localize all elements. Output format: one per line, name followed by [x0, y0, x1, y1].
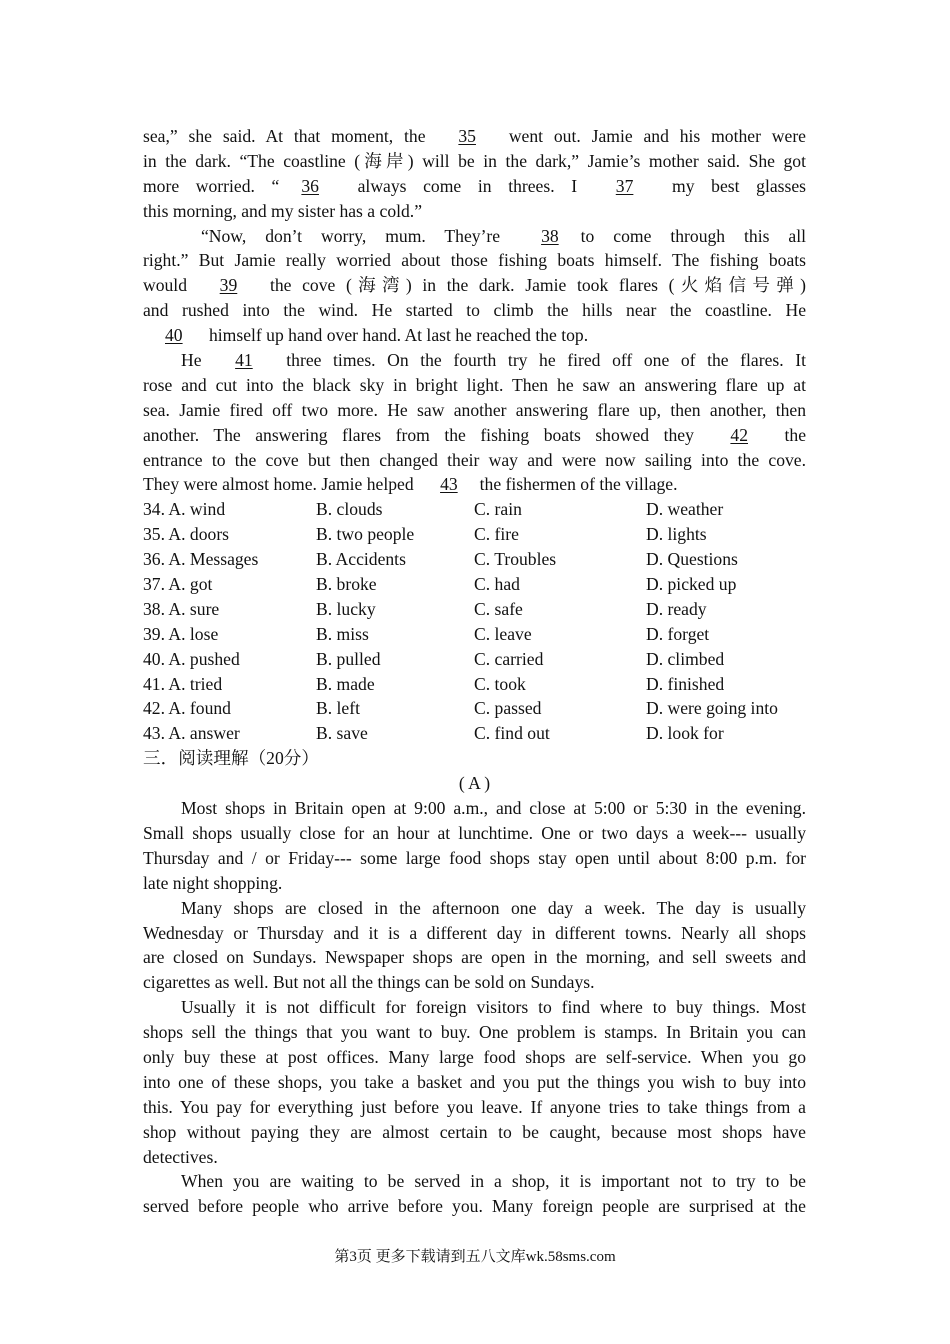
- text-segment: always come in threes. I: [340, 175, 594, 196]
- text-segment: to come through this all: [580, 225, 806, 246]
- option-row: [143, 672, 806, 697]
- blank-43: 43: [440, 474, 458, 495]
- option-b: B. clouds: [316, 499, 383, 520]
- text-line: [143, 995, 806, 1020]
- text-line: [143, 1070, 806, 1095]
- option-d: D. forget: [646, 623, 710, 644]
- text-line: [143, 970, 806, 995]
- text-segment: When you are waiting to be served in a shop, it is important not to try to be: [181, 1171, 806, 1192]
- option-d: D. Questions: [646, 549, 738, 570]
- option-a: 43. A. answer: [143, 723, 240, 744]
- text-line: [143, 1095, 806, 1120]
- option-b: B. save: [316, 723, 368, 744]
- option-row: [143, 622, 806, 647]
- option-b: B. made: [316, 673, 375, 694]
- text-segment: this morning, and my sister has a cold.”: [143, 200, 423, 221]
- option-row: [143, 696, 806, 721]
- option-c: C. fire: [474, 524, 519, 545]
- text-segment: this. You pay for everything just before you leave. If anyone tries to take things from a: [143, 1096, 806, 1117]
- text-line: [143, 174, 806, 199]
- text-segment: the: [770, 424, 806, 445]
- blank-42: 42: [730, 424, 748, 445]
- option-row: [143, 721, 806, 746]
- option-row: [143, 572, 806, 597]
- option-b: B. Accidents: [316, 549, 406, 570]
- text-segment: rose and cut into the black sky in bright light. Then he saw an answering flare up at: [143, 374, 806, 395]
- option-c: C. find out: [474, 723, 550, 744]
- text-line: [143, 298, 806, 323]
- text-segment: the cove (海湾) in the dark. Jamie took flares (火焰信号弹): [259, 275, 806, 296]
- text-segment: shop without paying they are almost certain to be caught, because most shops have: [143, 1121, 806, 1142]
- text-line: [143, 1045, 806, 1070]
- text-segment: would: [143, 275, 198, 296]
- text-line: [143, 248, 806, 273]
- blank-41: 41: [235, 350, 253, 371]
- option-a: 35. A. doors: [143, 524, 230, 545]
- text-segment: went out. Jamie and his mother were: [497, 126, 806, 146]
- text-segment: “Now, don’t worry, mum. They’re: [201, 225, 520, 246]
- option-b: B. left: [316, 698, 360, 719]
- text-line: [143, 124, 806, 149]
- option-row: [143, 547, 806, 572]
- text-segment: Wednesday or Thursday and it is a different day in different towns. Nearly all shops: [143, 922, 806, 943]
- option-d: D. lights: [646, 524, 707, 545]
- text-segment: served before people who arrive before you. Many foreign people are surprised at the: [143, 1196, 806, 1217]
- text-segment: entrance to the cove but then changed their way and were now sailing into the cove.: [143, 449, 806, 470]
- text-segment: himself up hand over hand. At last he reached the top.: [204, 325, 589, 346]
- text-line: [143, 398, 806, 423]
- text-segment: Usually it is not difficult for foreign visitors to find where to buy things. Most: [181, 997, 806, 1018]
- option-c: C. safe: [474, 598, 523, 619]
- reading-passage-a: [143, 796, 806, 1219]
- page-footer: 第3页 更多下载请到五八文库wk.58sms.com: [334, 1249, 616, 1265]
- option-a: 39. A. lose: [143, 623, 219, 644]
- text-segment: only buy these at post offices. Many large food shops are self-service. When you go: [143, 1046, 806, 1067]
- option-a: 41. A. tried: [143, 673, 223, 694]
- options-table: [143, 497, 806, 746]
- option-c: C. rain: [474, 499, 522, 520]
- part-label: ( A ): [458, 773, 491, 794]
- text-segment: and rushed into the wind. He started to climb the hills near the coastline. He: [143, 300, 806, 321]
- text-line: [143, 472, 806, 497]
- text-segment: into one of these shops, you take a basket and you put the things you wish to buy into: [143, 1071, 806, 1092]
- option-d: D. picked up: [646, 574, 737, 595]
- text-segment: Many shops are closed in the afternoon one day a week. The day is usually: [181, 897, 806, 918]
- option-b: B. pulled: [316, 648, 381, 669]
- blank-40: 40: [165, 325, 183, 346]
- text-line: [143, 1120, 806, 1145]
- text-segment: sea. Jamie fired off two more. He saw another answering flare up, then another, then: [143, 399, 806, 420]
- text-line: [143, 323, 806, 348]
- option-a: 36. A. Messages: [143, 549, 259, 570]
- text-line: [143, 224, 806, 249]
- option-a: 40. A. pushed: [143, 648, 240, 669]
- option-a: 37. A. got: [143, 574, 213, 595]
- option-c: C. took: [474, 673, 526, 694]
- option-b: B. two people: [316, 524, 415, 545]
- text-line: [143, 423, 806, 448]
- text-line: [143, 448, 806, 473]
- option-d: D. were going into: [646, 698, 778, 719]
- text-segment: are closed on Sundays. Newspaper shops are open in the morning, and sell sweets and: [143, 947, 806, 968]
- option-d: D. look for: [646, 723, 724, 744]
- text-line: [143, 1169, 806, 1194]
- option-b: B. lucky: [316, 598, 376, 619]
- text-line: [143, 373, 806, 398]
- option-c: C. passed: [474, 698, 542, 719]
- text-line: [143, 1194, 806, 1219]
- page-content: [143, 124, 806, 1219]
- blank-35: 35: [458, 126, 476, 146]
- blank-36: 36: [301, 175, 319, 196]
- text-line: [143, 149, 806, 174]
- text-segment: in the dark. “The coastline (海岸) will be in the dark,” Jamie’s mother said. She got: [143, 150, 806, 171]
- text-segment: Thursday and / or Friday--- some large food shops stay open until about 8:00 p.m. for: [143, 847, 806, 868]
- text-segment: shops sell the things that you want to buy. One problem is stamps. In Britain you can: [143, 1022, 806, 1043]
- section-heading: 三．阅读理解（20分）: [143, 748, 319, 769]
- text-segment: Most shops in Britain open at 9:00 a.m., and close at 5:00 or 5:30 in the evening.: [181, 798, 806, 819]
- option-a: 42. A. found: [143, 698, 231, 719]
- text-segment: my best glasses: [655, 175, 806, 196]
- text-segment: right.” But Jamie really worried about those fishing boats himself. The fishing boats: [143, 250, 806, 271]
- text-line: [143, 921, 806, 946]
- text-segment: more worried. “: [143, 175, 280, 196]
- cloze-passage: [143, 124, 806, 497]
- text-line: [143, 348, 806, 373]
- text-segment: three times. On the fourth try he fired off one of the flares. It: [274, 350, 806, 371]
- text-line: [143, 821, 806, 846]
- option-d: D. ready: [646, 598, 707, 619]
- option-c: C. Troubles: [474, 549, 557, 570]
- option-row: [143, 597, 806, 622]
- option-d: D. finished: [646, 673, 725, 694]
- text-line: [143, 273, 806, 298]
- text-line: [143, 945, 806, 970]
- text-segment: another. The answering flares from the fishing boats showed they: [143, 424, 709, 445]
- text-line: [143, 796, 806, 821]
- text-line: [143, 871, 806, 896]
- text-segment: the fishermen of the village.: [479, 474, 678, 495]
- text-segment: They were almost home. Jamie helped: [143, 474, 419, 495]
- text-segment: late night shopping.: [143, 872, 283, 893]
- option-b: B. broke: [316, 574, 377, 595]
- blank-39: 39: [219, 275, 238, 296]
- option-a: 34. A. wind: [143, 499, 226, 520]
- text-line: [143, 896, 806, 921]
- text-line: [143, 199, 806, 224]
- option-c: C. carried: [474, 648, 544, 669]
- option-a: 38. A. sure: [143, 598, 220, 619]
- text-segment: cigarettes as well. But not all the things can be sold on Sundays.: [143, 972, 595, 993]
- blank-38: 38: [541, 225, 559, 246]
- text-segment: sea,” she said. At that moment, the: [143, 126, 437, 146]
- option-d: D. weather: [646, 499, 724, 520]
- option-d: D. climbed: [646, 648, 725, 669]
- option-b: B. miss: [316, 623, 369, 644]
- option-c: C. had: [474, 574, 520, 595]
- text-line: [143, 1145, 806, 1170]
- text-segment: detectives.: [143, 1146, 218, 1167]
- option-row: [143, 647, 806, 672]
- blank-37: 37: [615, 175, 634, 196]
- option-row: [143, 497, 806, 522]
- text-segment: Small shops usually close for an hour at lunchtime. One or two days a week--- usually: [143, 822, 806, 843]
- text-segment: He: [181, 350, 214, 371]
- option-c: C. leave: [474, 623, 532, 644]
- option-row: [143, 522, 806, 547]
- text-line: [143, 846, 806, 871]
- text-line: [143, 1020, 806, 1045]
